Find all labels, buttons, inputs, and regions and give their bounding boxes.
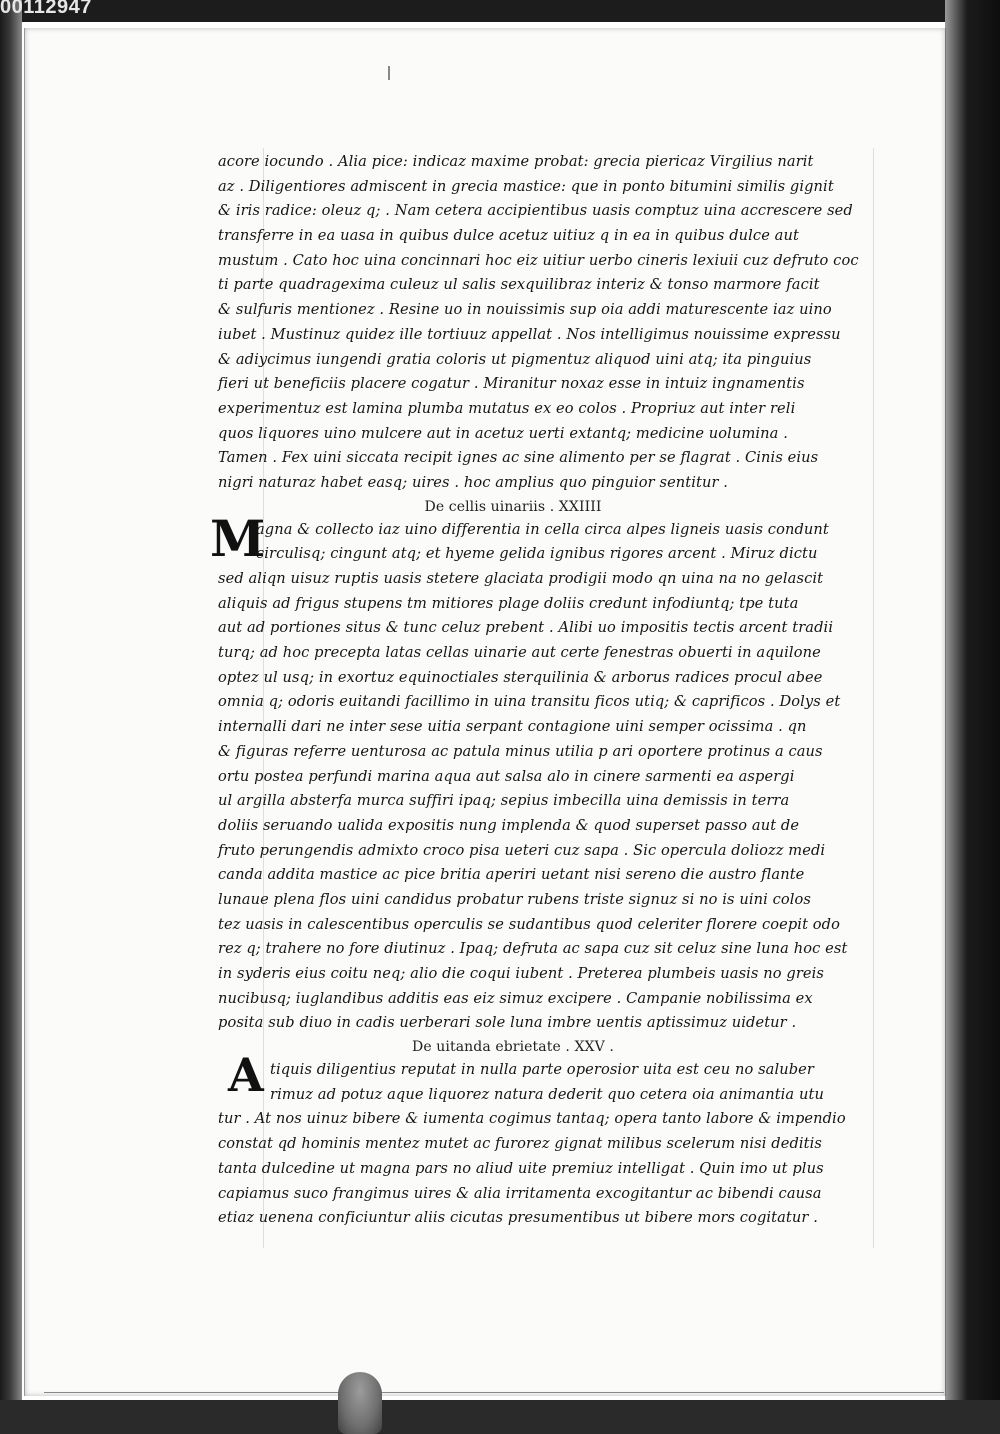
- text-line: tanta dulcedine ut magna pars no aliud uite premiuz intelligat . Quin imo ut plus: [218, 1159, 824, 1177]
- text-line: turq; ad hoc precepta latas cellas uinarie aut certe fenestras obuerti in aquilone: [218, 644, 821, 662]
- text-line: rez q; trahere no fore diutinuz . Ipaq; defruta ac sapa cuz sit celuz sine luna hoc est: [218, 940, 848, 958]
- text-line: lunaue plena flos uini candidus probatur rubens triste signuz si no is uini colos: [218, 890, 811, 908]
- text-line: & sulfuris mentionez . Resine uo in nouissimis sup oia addi maturescente iaz uino: [218, 301, 832, 319]
- text-line: capiamus suco frangimus uires & alia irritamenta excogitantur ac bibendi causa: [218, 1184, 822, 1202]
- ruling-right: [873, 148, 874, 1248]
- decorated-initial: A: [228, 1048, 264, 1103]
- text-line: optez ul usq; in exortuz equinoctiales sterquilinia & arborus radices procul abee: [218, 668, 823, 686]
- text-line: & figuras referre uenturosa ac patula minus utilia p ari oportere protinus a caus: [218, 742, 823, 760]
- text-line: sed aliqn uisuz ruptis uasis stetere glaciata prodigii modo qn uina na no gelascit: [218, 570, 824, 587]
- scan-bottom-edge: [0, 1400, 1000, 1434]
- text-line: aliquis ad frigus stupens tm mitiores plage doliis credunt infodiuntq; tpe tuta: [218, 594, 799, 612]
- text-line: iubet . Mustinuz quidez ille tortiuuz appellat . Nos intelligimus nouissime expressu: [218, 325, 841, 343]
- text-line: experimentuz est lamina plumba mutatus ex eo colos . Propriuz aut inter reli: [218, 399, 796, 417]
- text-line: ortu postea perfundi marina aqua aut salsa alo in cinere sarmenti ea aspergi: [218, 767, 795, 785]
- text-line: nigri naturaz habet easq; uires . hoc amplius quo pinguior sentitur .: [218, 473, 729, 491]
- decorated-initial: M: [210, 508, 266, 568]
- ruling-mark: [388, 66, 390, 80]
- text-line: omnia q; odoris euitandi facillimo in uina transitu ficos utiq; & caprificos . Dolys et: [218, 693, 841, 711]
- text-line: in syderis eius coitu neq; alio die coqui iubent . Preterea plumbeis uasis no greis: [218, 965, 824, 982]
- scan-right-edge: [945, 0, 1000, 1434]
- manuscript-text: [210, 150, 868, 1231]
- ruling-bottom: [44, 1392, 944, 1393]
- text-line-content: tiquis diligentius reputat in nulla parte operosior uita est ceu no saluber: [270, 1061, 814, 1079]
- archive-id: 00112947: [0, 0, 92, 18]
- text-line-content: agna & collecto iaz uino differentia in cella circa alpes ligneis uasis condunt: [256, 520, 829, 538]
- chapter-heading: De cellis uinariis . XXIIII: [424, 498, 602, 515]
- text-line: quos liquores uino mulcere aut in acetuz uerti extantq; medicine uolumina .: [218, 424, 788, 442]
- text-line: aut ad portiones situs & tunc celuz prebent . Alibi uo impositis tectis arcent tradii: [218, 619, 834, 637]
- text-line: transferre in ea uasa in quibus dulce acetuz uitiuz q in ea in quibus dulce aut: [218, 227, 799, 245]
- scan-left-edge: [0, 0, 22, 1434]
- text-line: etiaz uenena conficiuntur aliis cicutas presumentibus ut bibere mors cogitatur .: [218, 1209, 818, 1227]
- text-line: nucibusq; iuglandibus additis eas eiz simuz excipere . Campanie nobilissima ex: [218, 989, 813, 1007]
- text-line: mustum . Cato hoc uina concinnari hoc eiz uitiur uerbo cineris lexiuii cuz defruto coc: [218, 251, 859, 269]
- text-line: fruto perungendis admixto croco pisa ueteri cuz sapa . Sic opercula doliozz medi: [218, 841, 826, 859]
- text-line: constat qd hominis mentez mutet ac furorez gignat milibus scelerum nisi deditis: [218, 1135, 822, 1153]
- scanner-thumb: [338, 1372, 382, 1434]
- text-line: internalli dari ne inter sese uitia serpant contagione uini semper ocissima . qn: [218, 718, 807, 736]
- text-line: tez uasis in calescentibus operculis se sudantibus quod celeriter florere coepit odo: [218, 915, 840, 933]
- text-line: rimuz ad potuz aque liquorez natura dederit quo cetera oia animantia utu: [270, 1085, 824, 1103]
- text-line: ti parte quadragexima culeuz ul salis sexquilibraz interiz & tonso marmore facit: [218, 276, 820, 294]
- text-line: acore iocundo . Alia pice: indicaz maxime probat: grecia piericaz Virgilius narit: [218, 153, 814, 170]
- text-line: tur . At nos uinuz bibere & iumenta cogimus tantaq; opera tanto labore & impendio: [218, 1110, 846, 1128]
- text-line: Tamen . Fex uini siccata recipit ignes ac sine alimento per se flagrat . Cinis eius: [218, 449, 819, 467]
- text-line: ul argilla absterfa murca suffiri ipaq; sepius imbecilla uina demissis in terra: [218, 792, 790, 810]
- text-line: posita sub diuo in cadis uerberari sole luna imbre uentis aptissimuz uidetur .: [218, 1014, 797, 1032]
- chapter-heading: De uitanda ebrietate . XXV .: [412, 1039, 614, 1056]
- text-line: canda addita mastice ac pice britia aperiri uetant nisi sereno die austro flante: [218, 866, 805, 884]
- text-line: circulisq; cingunt atq; et hyeme gelida ignibus rigores arcent . Miruz dictu: [256, 545, 818, 563]
- text-line: doliis seruando ualida expositis nung implenda & quod superset passo aut de: [218, 816, 800, 834]
- text-line: & iris radice: oleuz q; . Nam cetera accipientibus uasis comptuz uina accrescere sed: [218, 202, 853, 220]
- scan-top-edge: [0, 0, 1000, 22]
- text-line: az . Diligentiores admiscent in grecia mastice: que in ponto bitumini similis gignit: [218, 177, 834, 195]
- text-line: fieri ut beneficiis placere cogatur . Miranitur noxaz esse in intuiz ingnamentis: [218, 375, 805, 393]
- text-line: & adiycimus iungendi gratia coloris ut pigmentuz aliquod uini atq; ita pinguius: [218, 350, 812, 368]
